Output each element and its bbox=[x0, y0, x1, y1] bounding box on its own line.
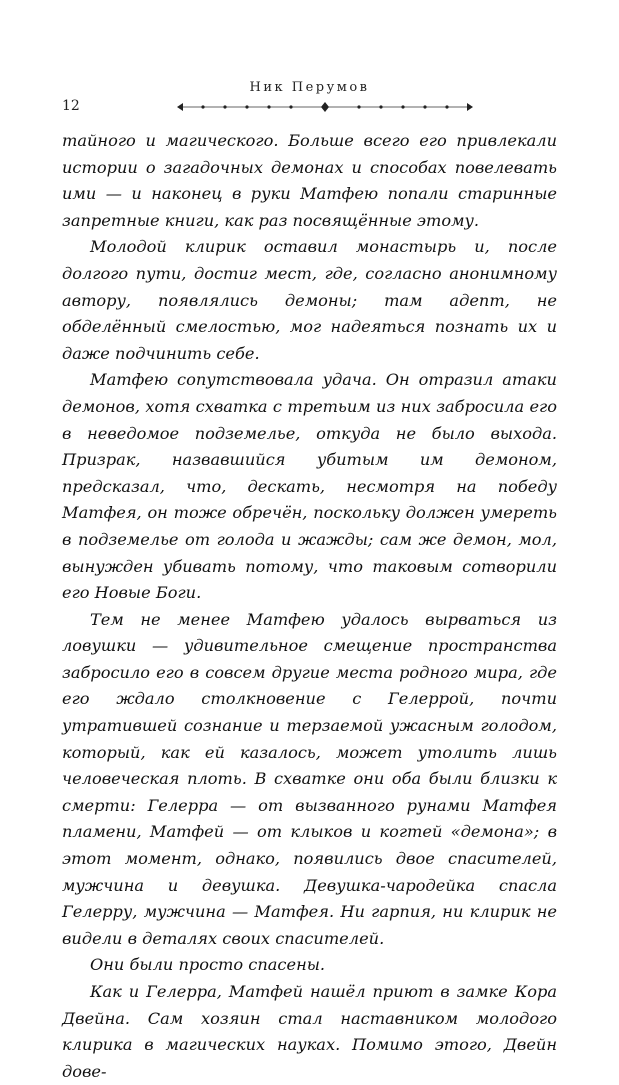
paragraph: Молодой клирик оставил монастырь и, после долгого пути, достиг мест, где, согласно анонимному автору, появлялись демоны; там адепт, не обделённый смелостью, мог надеяться познать их и даже подчинить себе. bbox=[62, 237, 557, 363]
paragraph: Как и Гелерра, Матфей нашёл приют в замке Кора Двейна. Сам хозяин стал наставником молодого клирика в магических науках. Помимо этого, Двейн дове- bbox=[62, 982, 557, 1081]
body-text bbox=[62, 128, 557, 1085]
paragraph: Матфею сопутствовала удача. Он отразил атаки демонов, хотя схватка с третьим из них забросила его в неведомое подземелье, откуда не было выхода. Призрак, назвавшийся убитым им демоном, предсказал, что, дескать, несмотря на победу Матфея, он тоже обречён, поскольку должен умереть в подземелье от голода и жажды; сам же демон, мол, вынужден убивать потому, что таковым сотворили его Новые Боги. bbox=[62, 370, 557, 603]
running-head-author: Ник Перумов bbox=[249, 80, 370, 95]
page-number: 12 bbox=[62, 98, 80, 114]
paragraph: Они были просто спасены. bbox=[90, 955, 326, 975]
header-ornament-rule bbox=[175, 100, 475, 114]
paragraph: Тем не менее Матфею удалось вырваться из ловушки — удивительное смещение пространства забросило его в совсем другие места родного мира, где его ждало столкновение с Гелеррой, почти утратившей сознание и терзаемой ужасным голодом, который, как ей казалось, может утолить лишь человеческая плоть. В схватке они оба были близки к смерти: Гелерра — от вызванного рунами Матфея пламени, Матфей — от клыков и когтей «демона»; в этот момент, однако, появились двое спасителей, мужчина и девушка. Девушка-чародейка спасла Гелерру, мужчина — Матфея. Ни гарпия, ни клирик не видели в деталях своих спасителей. bbox=[62, 609, 557, 948]
paragraph: тайного и магического. Больше всего его привлекали истории о загадочных демонах и способах повелевать ими — и наконец в руки Матфею попали старинные запретные книги, как раз посвящённые этому. bbox=[62, 131, 557, 230]
